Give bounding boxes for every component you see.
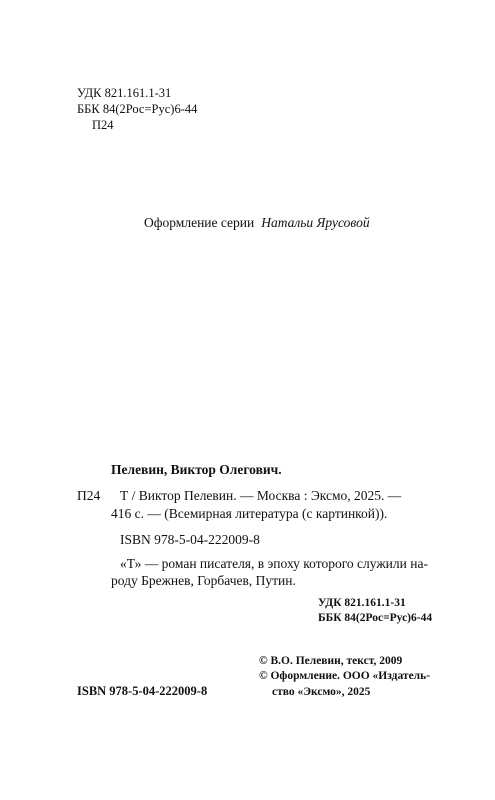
author-code-top: П24 xyxy=(92,118,114,132)
copyright-design: © Оформление. ООО «Издатель- xyxy=(259,670,431,682)
udk-bottom: УДК 821.161.1-31 xyxy=(318,597,406,609)
bbk-bottom: ББК 84(2Рос=Рус)6-44 xyxy=(318,612,433,624)
copyright-text: © В.О. Пелевин, текст, 2009 xyxy=(259,655,403,667)
author-code: П24 xyxy=(77,488,101,503)
udk-top: УДК 821.161.1-31 xyxy=(77,86,172,100)
designer-name: Натальи Ярусовой xyxy=(261,215,370,230)
bbk-top: ББК 84(2Рос=Рус)6-44 xyxy=(77,102,198,116)
bibliographic-line-1: Т / Виктор Пелевин. — Москва : Эксмо, 2025. — xyxy=(120,488,402,503)
design-credit-prefix: Оформление серии xyxy=(144,215,255,230)
isbn-bottom: ISBN 978-5-04-222009-8 xyxy=(77,684,208,698)
author-heading: Пелевин, Виктор Олегович. xyxy=(111,462,282,477)
copyright-design-continued: ство «Эксмо», 2025 xyxy=(272,686,371,698)
isbn: ISBN 978-5-04-222009-8 xyxy=(120,532,260,547)
bibliographic-line-2: 416 с. — (Всемирная литература (с картинкой)). xyxy=(111,506,388,521)
annotation-line-1: «Т» — роман писателя, в эпоху которого служили на- xyxy=(120,556,428,571)
design-credit xyxy=(144,215,370,231)
annotation-line-2: роду Брежнев, Горбачев, Путин. xyxy=(111,573,296,588)
